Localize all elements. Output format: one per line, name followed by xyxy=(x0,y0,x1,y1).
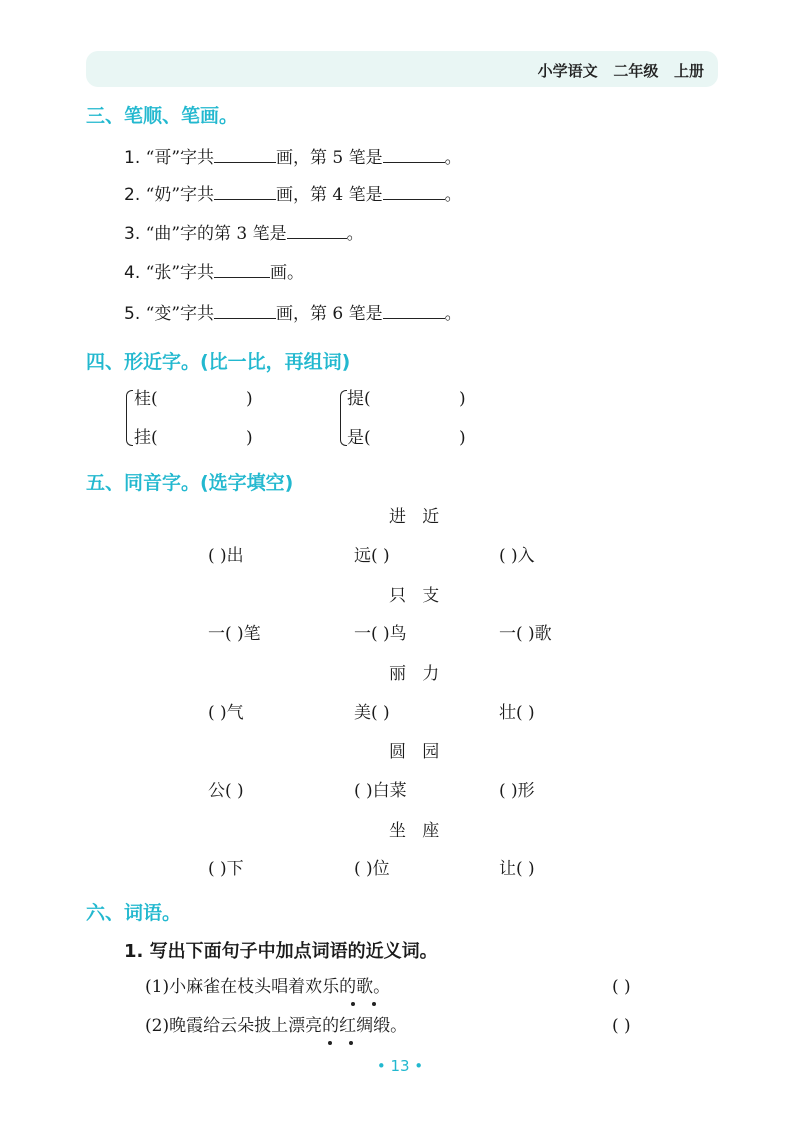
answer-blank[interactable] xyxy=(383,182,445,200)
brace xyxy=(340,390,347,446)
homophone-pair-5: 坐 座 xyxy=(389,821,440,841)
fill-item: ( )气 xyxy=(208,703,244,723)
item-text: 画，第 4 笔是 xyxy=(276,185,383,205)
item-text: 。 xyxy=(444,185,462,205)
sentence-2: (2)晚霞给云朵披上漂亮的红绸缎。 xyxy=(145,1016,408,1036)
answer-paren: ( ) xyxy=(612,977,631,997)
paren-close: ) xyxy=(246,428,253,448)
fill-item: 一( )笔 xyxy=(208,624,261,644)
fill-item: ( )下 xyxy=(208,859,244,879)
stroke-item-2 xyxy=(124,182,462,206)
section-3-title: 三、笔顺、笔画。 xyxy=(86,105,239,127)
item-text: “哥”字共 xyxy=(145,148,215,168)
fill-item: 一( )歌 xyxy=(499,624,552,644)
item-text: “曲”字的第 3 笔是 xyxy=(145,224,287,244)
stroke-item-4 xyxy=(124,260,304,284)
fill-item: ( )入 xyxy=(499,546,535,566)
header-text: 小学语文 二年级 上册 xyxy=(537,62,704,80)
fill-item: ( )白菜 xyxy=(354,781,407,801)
paren-close: ) xyxy=(459,389,466,409)
item-text: 。 xyxy=(444,148,462,168)
fill-item: ( )形 xyxy=(499,781,535,801)
paren-close: ) xyxy=(459,428,466,448)
question-1-title: 1. 写出下面句子中加点词语的近义词。 xyxy=(124,941,438,962)
item-text: 画，第 6 笔是 xyxy=(276,304,383,324)
answer-blank[interactable] xyxy=(214,182,276,200)
item-text: 画。 xyxy=(270,263,305,283)
stroke-item-3 xyxy=(124,221,364,245)
item-text: 画，第 5 笔是 xyxy=(276,148,383,168)
answer-blank[interactable] xyxy=(214,260,270,278)
answer-blank[interactable] xyxy=(214,301,276,319)
item-text: “张”字共 xyxy=(145,263,215,283)
paren-close: ) xyxy=(246,389,253,409)
sentence-1: (1)小麻雀在枝头唱着欢乐的歌。 xyxy=(145,977,391,997)
stroke-item-5 xyxy=(124,301,462,325)
section-6-title: 六、词语。 xyxy=(86,902,182,924)
emphasis-dot xyxy=(372,1002,376,1006)
fill-item: 美( ) xyxy=(354,703,390,723)
answer-blank[interactable] xyxy=(214,145,276,163)
answer-blank[interactable] xyxy=(287,221,347,239)
homophone-pair-2: 只 支 xyxy=(389,586,440,606)
item-text: 。 xyxy=(346,224,364,244)
fill-item: ( )出 xyxy=(208,546,244,566)
answer-blank[interactable] xyxy=(383,145,445,163)
item-text: “变”字共 xyxy=(145,304,215,324)
fill-item: 公( ) xyxy=(208,781,244,801)
similar-char-bottom-1: 挂( xyxy=(134,428,158,448)
emphasis-dot xyxy=(351,1002,355,1006)
section-4-title: 四、形近字。(比一比，再组词) xyxy=(86,351,351,373)
fill-item: 远( ) xyxy=(354,546,390,566)
fill-item: ( )位 xyxy=(354,859,390,879)
homophone-pair-1: 进 近 xyxy=(389,507,440,527)
section-5-title: 五、同音字。(选字填空) xyxy=(86,472,294,494)
item-number: 4. xyxy=(124,263,141,283)
similar-char-bottom-2: 是( xyxy=(347,428,371,448)
page-number: • 13 • xyxy=(376,1057,424,1075)
fill-item: 让( ) xyxy=(499,859,535,879)
homophone-pair-4: 圆 园 xyxy=(389,742,440,762)
item-number: 5. xyxy=(124,304,141,324)
emphasis-dot xyxy=(349,1041,353,1045)
header-bar xyxy=(86,51,718,87)
homophone-pair-3: 丽 力 xyxy=(389,664,440,684)
brace xyxy=(126,390,133,446)
item-number: 2. xyxy=(124,185,141,205)
fill-item: 壮( ) xyxy=(499,703,535,723)
item-number: 3. xyxy=(124,224,141,244)
item-text: 。 xyxy=(444,304,462,324)
answer-paren: ( ) xyxy=(612,1016,631,1036)
answer-blank[interactable] xyxy=(383,301,445,319)
emphasis-dot xyxy=(328,1041,332,1045)
item-number: 1. xyxy=(124,148,141,168)
stroke-item-1 xyxy=(124,145,462,169)
fill-item: 一( )鸟 xyxy=(354,624,407,644)
similar-char-top-2: 提( xyxy=(347,389,371,409)
item-text: “奶”字共 xyxy=(145,185,215,205)
similar-char-top-1: 桂( xyxy=(134,389,158,409)
